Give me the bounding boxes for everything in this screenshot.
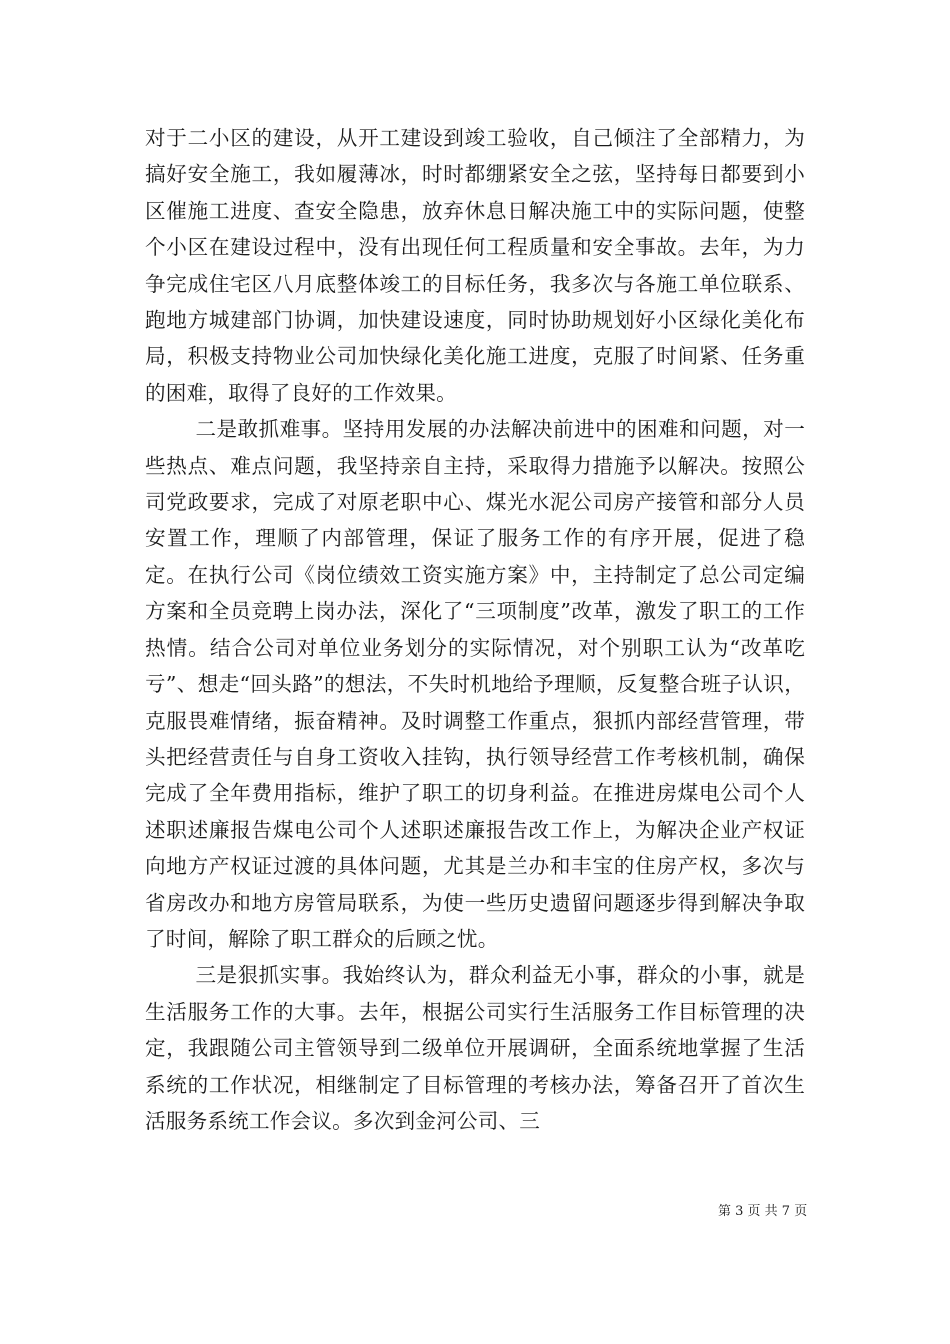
document-body [145, 120, 805, 1139]
paragraph-3: 三是狠抓实事。我始终认为，群众利益无小事，群众的小事，就是生活服务工作的大事。去年，根据公司实行生活服务工作目标管理的决定，我跟随公司主管领导到二级单位开展调研，全面系统地掌握了生活系统的工作状况，相继制定了目标管理的考核办法，筹备召开了首次生活服务系统工作会议。多次到金河公司、三 [145, 963, 805, 1133]
paragraph-1: 对于二小区的建设，从开工建设到竣工验收，自己倾注了全部精力，为搞好安全施工，我如履薄冰，时时都绷紧安全之弦，坚持每日都要到小区催施工进度、查安全隐患，放弃休息日解决施工中的实际问题，使整个小区在建设过程中，没有出现任何工程质量和安全事故。去年，为力争完成住宅区八月底整体竣工的目标任务，我多次与各施工单位联系、跑地方城建部门协调，加快建设速度，同时协助规划好小区绿化美化布局，积极支持物业公司加快绿化美化施工进度，克服了时间紧、任务重的困难，取得了良好的工作效果。 [145, 126, 805, 405]
page-number-footer: 第 3 页 共 7 页 [718, 1204, 808, 1219]
paragraph-2: 二是敢抓难事。坚持用发展的办法解决前进中的困难和问题，对一些热点、难点问题，我坚持亲自主持，采取得力措施予以解决。按照公司党政要求，完成了对原老职中心、煤光水泥公司房产接管和部分人员安置工作，理顺了内部管理，保证了服务工作的有序开展，促进了稳定。在执行公司《岗位绩效工资实施方案》中，主持制定了总公司定编方案和全员竞聘上岗办法，深化了“三项制度”改革，激发了职工的工作热情。结合公司对单位业务划分的实际情况，对个别职工认为“改革吃亏”、想走“回头路”的想法，不失时机地给予理顺，反复整合班子认识，克服畏难情绪，振奋精神。及时调整工作重点，狠抓内部经营管理，带头把经营责任与自身工资收入挂钩，执行领导经营工作考核机制，确保完成了全年费用指标，维护了职工的切身利益。在推进房煤电公司个人述职述廉报告煤电公司个人述职述廉报告改工作上，为解决企业产权证向地方产权证过渡的具体问题，尤其是兰办和丰宝的住房产权，多次与省房改办和地方房管局联系，为使一些历史遗留问题逐步得到解决争取了时间，解除了职工群众的后顾之忧。 [145, 417, 805, 951]
